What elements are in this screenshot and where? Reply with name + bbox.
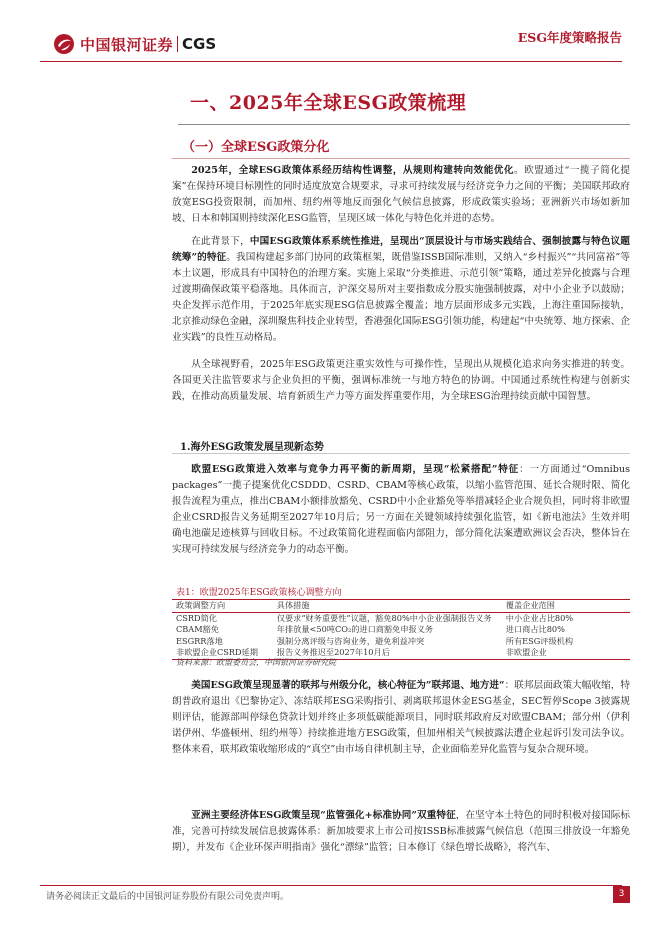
table-cell: 非欧盟企业CSRD延期 — [176, 647, 258, 657]
chapter-title: 一、2025年全球ESG政策梳理 — [190, 92, 467, 114]
subsection-divider — [172, 453, 630, 454]
table-cell: 非欧盟企业 — [505, 647, 547, 657]
eu-policy-table — [172, 599, 630, 660]
table-cell: 报告义务推迟至2027年10月后 — [276, 647, 390, 657]
paragraph-body: ：一方面通过“Omnibus packages”一揽子提案优化CSDDD、CSRD、CBAM等核心政策，以缩小监管范围、延长合规时限、简化报告流程为重点，推出CBAM小额排放豁免、CSRD中小企业豁免等举措减轻企业合规负担，同时将非欧盟企业CSRD报告义务延期至2027年10月后；另一方面在关键领域持续强化监管，如《新电池法》生效并明确电池碳足迹核算与回收目标。不过政策简化进程面临内部阻力，部分简化法案遭欧洲议会否决，整体旨在实现可持续发展与经济竞争力的动态平衡。 — [172, 464, 630, 555]
section-title: （一）全球ESG政策分化 — [182, 140, 330, 155]
table-header-row — [172, 600, 630, 612]
paragraph-body: 。我国构建起多部门协同的政策框架，既借鉴ISSB国际准则，又纳入“乡村振兴”“共同富裕”等本土议题，形成具有中国特色的治理方案。实施上采取“分类推进、示范引领”策略，通过差异化披露与合理过渡期确保政策平稳落地。具体而言，沪深交易所对主要指数成分股实施强制披露，对中小企业予以鼓励；央企发挥示范作用，于2025年底实现ESG信息披露全覆盖；地方层面形成多元实践，上海注重国际接轨，北京推动绿色金融，深圳聚焦科技企业转型，香港强化国际ESG引领功能，构建起“中央统筹、地方探索、企业实践”的良性互动格局。 — [172, 252, 630, 343]
table-cell: 进口商占比80% — [505, 624, 565, 634]
paragraph-china-policy — [172, 234, 630, 346]
table-caption: 表1：欧盟2025年ESG政策核心调整方向 — [176, 588, 342, 598]
table-cell: CBAM豁免 — [176, 624, 219, 634]
subsection-title: 1.海外ESG政策发展呈现新态势 — [180, 442, 324, 453]
table-cell: 年排放量<50吨CO₂的进口商豁免申报义务 — [276, 624, 434, 634]
paragraph-global-view — [172, 357, 630, 405]
table-cell: CSRD简化 — [176, 612, 217, 623]
paragraph-body: 。欧盟通过“一揽子简化提案”在保持环境目标刚性的同时适度放宽合规要求，寻求可持续发展与经济竞争力之间的平衡；美国联邦政府放宽ESG投资限制，而加州、纽约州等地反而强化气候信息披露，形成政策实验场；亚洲新兴市场如新加坡、日本和韩国则持续深化ESG监管，呈现区域一体化与特色化并进的态势。 — [172, 165, 630, 224]
galaxy-logo-icon — [52, 32, 76, 56]
paragraph-eu-policy — [172, 462, 630, 558]
paragraph-lead: 欧盟ESG政策进入效率与竞争力再平衡的新周期，呈现“松紧搭配”特征 — [191, 464, 520, 475]
table-cell: 所有ESG评级机构 — [505, 635, 574, 646]
paragraph-global-overview — [172, 163, 630, 227]
paragraph-asia-policy — [172, 808, 630, 856]
footer-disclaimer: 请务必阅读正文最后的中国银河证券股份有限公司免责声明。 — [46, 892, 290, 902]
table-row — [172, 624, 630, 636]
footer-divider — [40, 885, 622, 886]
table-cell: 仅要求“财务重要性”议题，豁免80%中小企业强制报告义务 — [276, 612, 492, 623]
logo-english-name: CGS — [182, 35, 217, 53]
paragraph-body: ，在坚守本土特色的同时积极对接国际标准，完善可持续发展信息披露体系：新加坡要求上市公司按ISSB标准披露气候信息（范围三排放设一年豁免期），并发布《企业环保声明指南》强化“漂绿”监管；日本修订《绿色增长战略》，将汽车、 — [172, 810, 630, 853]
table-header-cell: 具体措施 — [273, 600, 502, 612]
paragraph-body: ：联邦层面政策大幅收缩，特朗普政府退出《巴黎协定》、冻结联邦ESG采购指引、剥离联邦退休金ESG基金，SEC暂停Scope 3披露规则评估，能源部叫停绿色贷款计划并终止多项低碳能源项目，同时联邦政府反对欧盟CBAM；部分州（伊利诺伊州、华盛顿州、纽约州等）持续推进地方ESG政策，但加州相关气候披露法遭企业起诉引发司法争议。整体来看，联邦政策收缩形成的“真空”由市场自律机制主导，企业面临差异化监管与复杂合规环境。 — [172, 680, 630, 755]
table-row — [172, 612, 630, 624]
page-header — [0, 0, 662, 72]
table-header-cell: 覆盖企业范围 — [502, 600, 630, 612]
logo-divider — [177, 36, 178, 52]
page-number: 3 — [613, 886, 630, 903]
paragraph-lead: 2025年，全球ESG政策体系经历结构性调整，从规则构建转向效能优化 — [191, 165, 514, 176]
paragraph-lead: 美国ESG政策呈现显著的联邦与州级分化，核心特征为”联邦退、地方进“ — [191, 680, 505, 691]
table-row — [172, 636, 630, 648]
header-divider — [40, 61, 622, 62]
paragraph-us-policy — [172, 678, 630, 758]
table-cell: 中小企业占比80% — [505, 612, 574, 623]
paragraph-lead: 亚洲主要经济体ESG政策呈现“监管强化+标准协同”双重特征 — [191, 810, 456, 821]
table-header-cell: 政策调整方向 — [172, 600, 273, 612]
table-cell: ESGRR落地 — [176, 635, 223, 646]
paragraph-lead: 中国ESG政策体系系统性推进，呈现出“顶层设计与市场实践结合、强制披露与特色议题统筹”的特征 — [172, 236, 631, 263]
paragraph-body: 从全球视野看，2025年ESG政策更注重实效性与可操作性，呈现出从规模化追求向务实推进的转变。各国更关注监管要求与企业负担的平衡，强调标准统一与地方特色的协调。中国通过系统性构建与创新实践，在推动高质量发展、培育新质生产力等方面发挥重要作用，为全球ESG治理持续贡献中国智慧。 — [172, 359, 630, 402]
logo-chinese-name: 中国银河证券 — [80, 35, 174, 54]
table-source-note: 资料来源：欧盟委员会，中国银河证券研究院 — [176, 658, 336, 667]
section-divider — [172, 158, 630, 159]
table-cell: 强制分离评级与咨询业务，避免利益冲突 — [276, 635, 425, 646]
paragraph-prefix: 在此背景下， — [191, 236, 250, 247]
company-logo — [52, 32, 216, 56]
report-type-label: ESG年度策略报告 — [517, 30, 622, 45]
chapter-divider — [178, 124, 630, 125]
